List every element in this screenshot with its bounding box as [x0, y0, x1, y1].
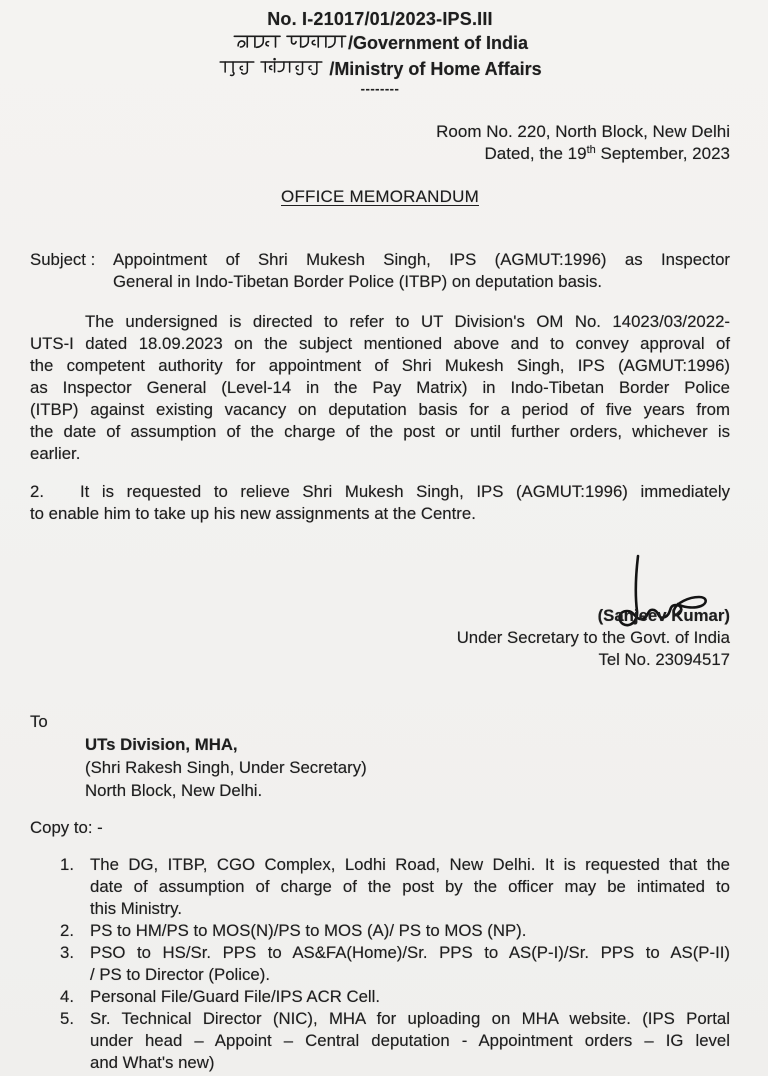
- ministry-line: [30, 55, 730, 81]
- addressee-org: UTs Division, MHA,: [85, 735, 238, 754]
- reference-number: No. I-21017/01/2023-IPS.III: [267, 9, 493, 29]
- copy-to-list: [30, 854, 730, 1074]
- copy-item-4: 4. Personal File/Guard File/IPS ACR Cell.: [60, 987, 381, 1006]
- document-title: OFFICE MEMORANDUM: [281, 187, 479, 206]
- signature-block: [30, 553, 730, 671]
- signatory-name: (Sanjeev Kumar): [597, 606, 730, 625]
- copy-item-3: 3. PSO to HS/Sr. PPS to AS&FA(Home)/Sr. PPS to AS(P-I)/Sr. PPS to AS(P-II) / PS to Director (Police).: [60, 943, 730, 984]
- date-line: Dated, the 19th September, 2023: [484, 144, 730, 163]
- paragraph-number: 2.: [30, 482, 44, 501]
- copy-to-label: Copy to: -: [30, 818, 103, 837]
- copy-item-5: 5. Sr. Technical Director (NIC), MHA for uploading on MHA website. (IPS Portal under head – Appoint – Central deputation - Appointment orders – IG level and What's new): [60, 1009, 730, 1072]
- copy-item-1: 1. The DG, ITBP, CGO Complex, Lodhi Road, New Delhi. It is requested that the date of assumption of charge of the post by the officer may be intimated to this Ministry.: [60, 855, 730, 918]
- header-divider-dashes: --------: [360, 81, 400, 96]
- letterhead: [30, 8, 730, 95]
- address-date-block: [30, 121, 730, 165]
- devanagari-gruh-mantralaya-glyphs: [218, 55, 324, 79]
- item-number: 4.: [60, 987, 74, 1006]
- government-of-india-line: [30, 31, 730, 55]
- addressee-officer: (Shri Rakesh Singh, Under Secretary): [85, 758, 367, 777]
- subject-block: [30, 249, 730, 293]
- subject-text: Appointment of Shri Mukesh Singh, IPS (AGMUT:1996) as Inspector General in Indo-Tibetan Border Police (ITBP) on deputation basis.: [113, 250, 730, 291]
- devanagari-bharat-sarkar-glyphs: [232, 31, 348, 53]
- addressee-block: [85, 733, 730, 802]
- subject-label: Subject :: [30, 250, 96, 269]
- signatory-designation: Under Secretary to the Govt. of India: [456, 628, 730, 647]
- body-paragraph-1: The undersigned is directed to refer to UT Division's OM No. 14023/03/2022- UTS-I dated 18.09.2023 on the subject mentioned above and to convey approval of the competent authority for appointment of Shri Mukesh Singh, IPS (AGMUT:1996) as Inspector General (Level-14 in the Pay Matrix) in Indo-Tibetan Border Police (ITBP) against existing vacancy on deputation basis for a period of five years from the date of assumption of the charge of the post or until further orders, whichever is earlier.: [30, 312, 730, 463]
- item-number: 3.: [60, 943, 74, 962]
- date-ordinal-suffix: th: [586, 144, 596, 156]
- addressee-location: North Block, New Delhi.: [85, 781, 263, 800]
- body-paragraph-2: 2. It is requested to relieve Shri Mukesh Singh, IPS (AGMUT:1996) immediately to enable him to take up his new assignments at the Centre.: [30, 482, 730, 523]
- item-number: 1.: [60, 855, 74, 874]
- to-label: To: [30, 712, 48, 731]
- signatory-telephone: Tel No. 23094517: [598, 650, 730, 669]
- item-number: 5.: [60, 1009, 74, 1028]
- copy-item-2: 2. PS to HM/PS to MOS(N)/PS to MOS (A)/ PS to MOS (NP).: [60, 921, 527, 940]
- office-address: Room No. 220, North Block, New Delhi: [436, 122, 730, 141]
- ministry-text: /Ministry of Home Affairs: [324, 59, 542, 79]
- item-number: 2.: [60, 921, 74, 940]
- government-of-india-text: /Government of India: [347, 33, 529, 53]
